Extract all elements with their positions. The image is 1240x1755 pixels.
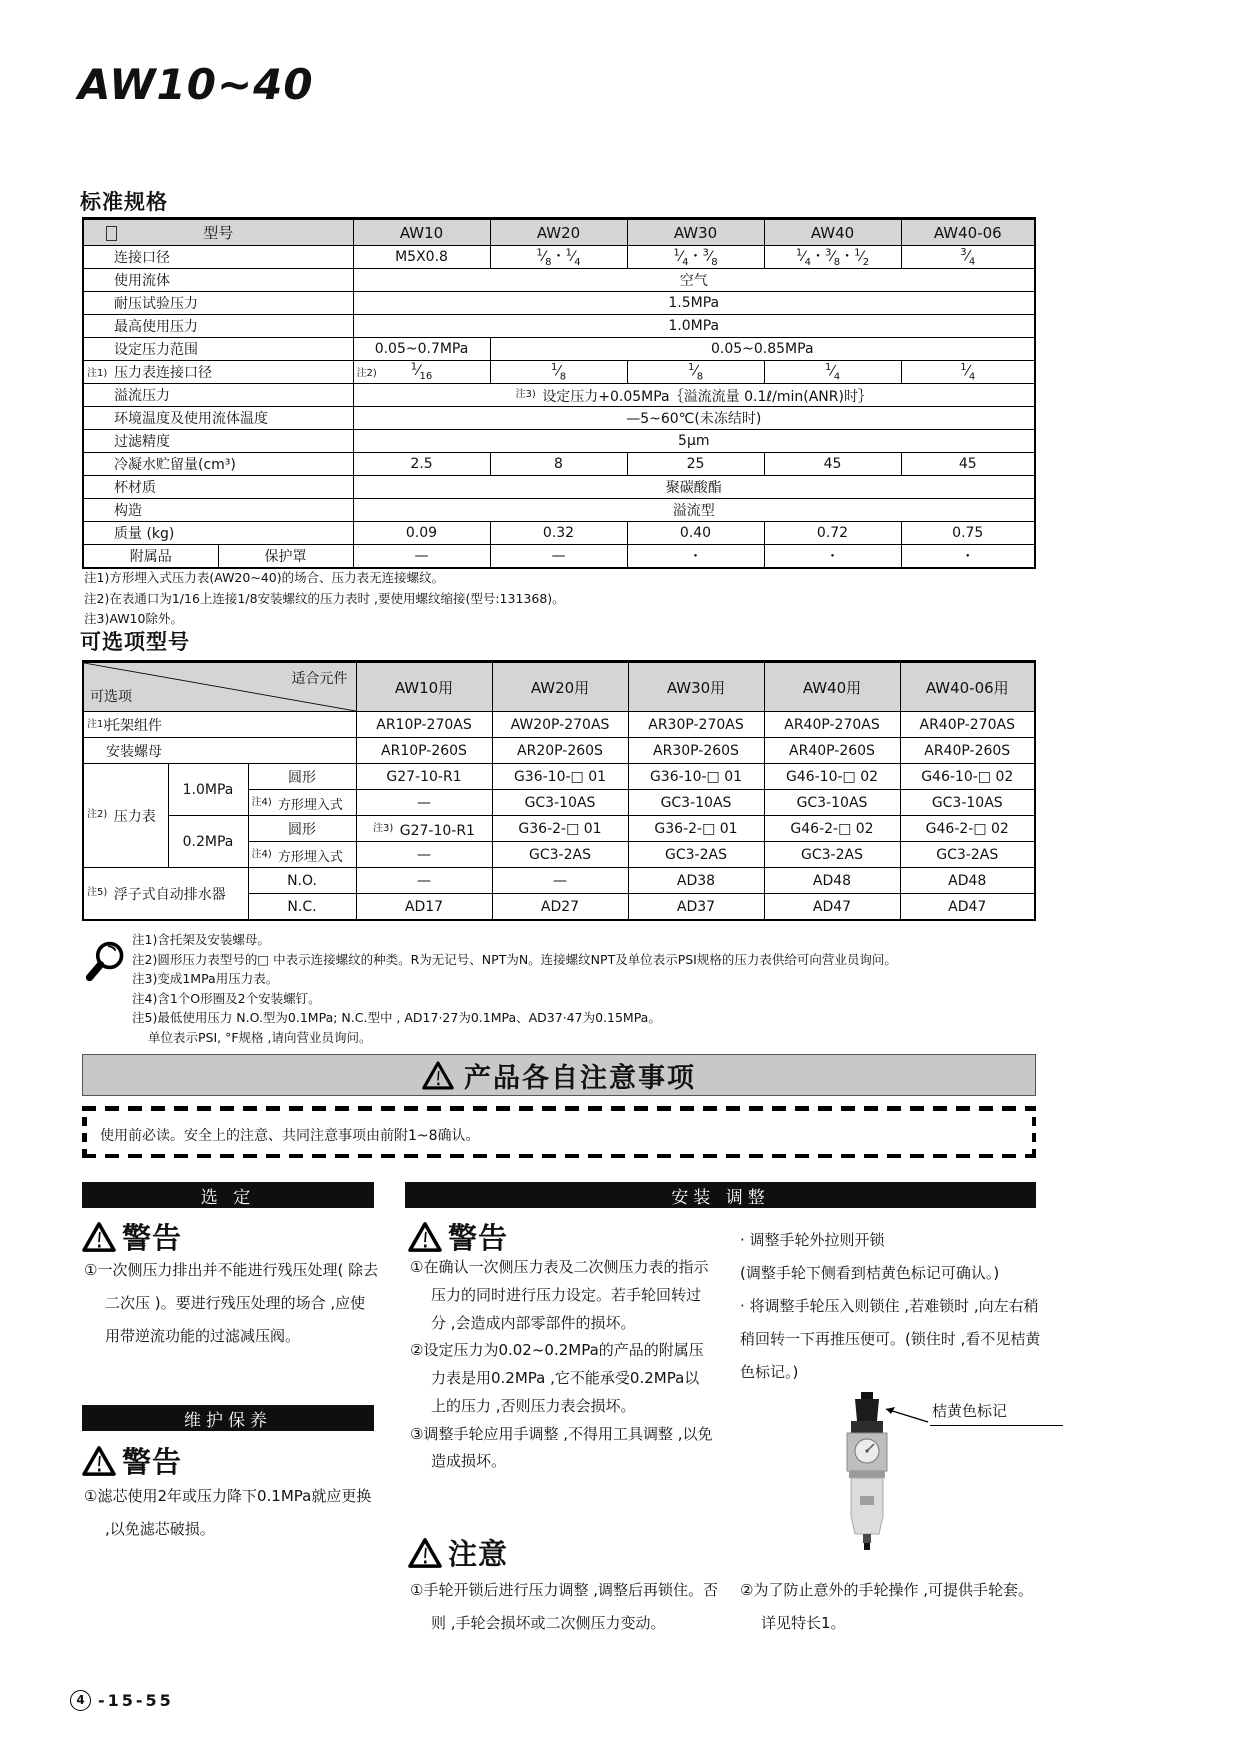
intro-text: 使用前必读。安全上的注意、共同注意事项由前附1~8确认。 [100,1128,480,1144]
warning-triangle-icon [82,1222,116,1252]
cell: AW20P-270AS [492,712,628,738]
cell: AD38 [628,868,764,894]
table-row [83,269,1035,292]
row-label: 冷凝水贮留量(cm³) [83,453,353,476]
cell: 0.05~0.7MPa [353,338,490,361]
footnote-ref: 注5) [87,887,108,898]
row-sublabel: N.O. [248,868,356,894]
cell: GC3-10AS [492,790,628,816]
warning-item: ①在确认一次侧压力表及二次侧压力表的指示压力的同时进行压力设定。若手轮回转过分 ,会造成内部零部件的损坏。 [410,1258,709,1332]
row-sublabel: 圆形 [248,816,356,842]
row-label: 连接口径 [83,246,353,269]
row-label: $^{注2)}$ 压力表 [83,764,168,868]
cell: — [490,545,627,569]
row-label: 附属品 [83,545,218,569]
cell: GC3-10AS [628,790,764,816]
caution-item: ①手轮开锁后进行压力调整 ,调整后再锁住。否则 ,手轮会损坏或二次侧压力变动。 [410,1581,718,1632]
row-label: 注1) 托架组件 [83,712,356,738]
note-line: · 将调整手轮压入则锁住 ,若难锁时 ,向左右稍稍回转一下再推压便可。(锁住时 ,看不见桔黄色标记。) [740,1297,1041,1381]
installation-header-bar: 安装 调整 [405,1182,1036,1208]
table-row [83,338,1035,361]
figure-pointer-line [838,1392,938,1432]
cell: 1.0MPa [353,315,1035,338]
table-row [83,816,1035,842]
precautions-banner [82,1054,1036,1096]
cell: AD48 [764,868,900,894]
cell: ・ [764,545,901,569]
row-sublabel: $^{注4)}$ 方形埋入式 [248,790,356,816]
cell: GC3-2AS [492,842,628,868]
column-header: AW30用 [628,662,764,712]
column-header: AW40 [764,219,901,246]
dashed-border [82,1106,1036,1111]
table-row [83,764,1035,790]
page-code: -15-55 [98,1691,174,1710]
cell: $^3⁄_4$ [901,246,1035,269]
cell: $^1⁄_8$ [490,361,627,384]
cell: $^1⁄_8$ [627,361,764,384]
handle-lock-notes [740,1224,1042,1389]
footnote: 注3)变成1MPa用压力表。 [132,971,279,986]
footnote: 注2)在表通口为1/16上连接1/8安装螺纹的压力表时 ,要使用螺纹缩接(型号:131368)。 [84,590,565,606]
footnote-ref: 注3) [515,388,536,400]
table-row [83,315,1035,338]
table-row [83,430,1035,453]
cell: 45 [901,453,1035,476]
dashed-border [82,1106,87,1158]
table-row [83,407,1035,430]
table-row [83,738,1035,764]
options-section-heading: 可选项型号 [80,630,190,654]
selection-warning-text [84,1254,380,1353]
maintenance-header-bar: 维护保养 [82,1405,374,1431]
note-line: (调整手轮下侧看到桔黄色标记可确认。) [740,1264,1000,1282]
warning-triangle-icon [82,1446,116,1476]
cell: —5~60℃(未冻结时) [353,407,1035,430]
cell: 注2) $^1⁄_{16}$ [353,361,490,384]
table-row [83,361,1035,384]
row-label: 过滤精度 [83,430,353,453]
cell: GC3-2AS [764,842,900,868]
cell: G36-10-□ 01 [628,764,764,790]
cell: 0.72 [764,522,901,545]
cell: AR40P-270AS [900,712,1035,738]
selection-header-bar: 选 定 [82,1182,374,1208]
cell: M5X0.8 [353,246,490,269]
column-header: AW40-06用 [900,662,1035,712]
cell: — [356,868,492,894]
cell: 8 [490,453,627,476]
maintenance-warning-text [84,1480,380,1546]
row-label: 构造 [83,499,353,522]
row-label: 最高使用压力 [83,315,353,338]
cell: G46-2-□ 02 [900,816,1035,842]
corner-top-label: 适合元件 [291,671,348,687]
cell: AR40P-260S [900,738,1035,764]
cell: 0.32 [490,522,627,545]
installation-caution-text [410,1574,722,1640]
footnote: 注3)AW10除外。 [84,611,183,626]
cell: — [356,842,492,868]
table-row [83,545,1035,569]
cell: 5μm [353,430,1035,453]
row-label: 质量 (kg) [83,522,353,545]
spec-footnotes [84,568,565,630]
cell: 1.5MPa [353,292,1035,315]
table-row [83,522,1035,545]
cell: AR40P-260S [764,738,900,764]
cell: AR30P-260S [628,738,764,764]
footnote: 注5)最低使用压力 N.O.型为0.1MPa; N.C.型中 , AD17·27为0.1MPa、AD37·47为0.15MPa。 [132,1010,661,1025]
row-sublabel: 0.2MPa [168,816,248,868]
warning-triangle-icon [408,1222,442,1252]
footnote-ref: 注4) [251,796,272,808]
cell: AD37 [628,894,764,921]
cell: 溢流型 [353,499,1035,522]
cell: — [356,790,492,816]
cell: AD47 [764,894,900,921]
spec-corner-label: 型号 [203,224,234,242]
cell: AD27 [492,894,628,921]
cell: G46-10-□ 02 [764,764,900,790]
warning-triangle-icon [408,1538,442,1568]
spec-table [82,217,1036,569]
warning-item: ①一次侧压力排出并不能进行残压处理( 除去二次压 )。要进行残压处理的场合 ,应使用带逆流功能的过滤减压阀。 [84,1261,379,1345]
row-label: 安装螺母 [83,738,356,764]
note-line: · 调整手轮外拉则开锁 [740,1231,885,1249]
cell: AD17 [356,894,492,921]
cell: $^{注3)}$ 设定压力+0.05MPa｛溢流流量 0.1ℓ/min(ANR)时｝ [353,384,1035,407]
cell: — [492,868,628,894]
warning-item: ③调整手轮应用手调整 ,不得用工具调整 ,以免造成损坏。 [410,1424,713,1471]
cell: $^1⁄_4$ [764,361,901,384]
row-label: 溢流压力 [83,384,353,407]
row-sublabel: 1.0MPa [168,764,248,816]
cell: AR20P-260S [492,738,628,764]
magnifier-icon [84,938,128,984]
table-row [83,712,1035,738]
cell: G27-10-R1 [356,764,492,790]
row-sublabel: 保护罩 [218,545,353,569]
cell: AD48 [900,868,1035,894]
cell: ・ [901,545,1035,569]
row-sublabel: N.C. [248,894,356,921]
cell: $^{注3)}$ G27-10-R1 [356,816,492,842]
row-sublabel: 圆形 [248,764,356,790]
cell: G46-2-□ 02 [764,816,900,842]
installation-caution-title: 注意 [408,1532,508,1573]
footnote: 注2)圆形压力表型号的□ 中表示连接螺纹的种类。R为无记号、NPT为N。连接螺纹NPT及单位表示PSI规格的压力表供给可向营业员询问。 [132,951,897,967]
cell: 2.5 [353,453,490,476]
dashed-border [82,1154,1036,1159]
cell: $^1⁄_4$・$^3⁄_8$ [627,246,764,269]
spec-corner-cell [83,219,353,246]
column-header: AW40用 [764,662,900,712]
table-row [83,453,1035,476]
cell: GC3-2AS [628,842,764,868]
orange-mark-label: 桔黄色标记 [930,1400,1063,1426]
cell: G36-10-□ 01 [492,764,628,790]
maintenance-warning-title: 警告 [82,1440,182,1481]
footnote-ref: 注2) [87,809,108,820]
spec-section-heading: 标准规格 [80,190,168,214]
cell: $^1⁄_4$ [901,361,1035,384]
warning-item: ①滤芯使用2年或压力降下0.1MPa就应更换 ,以免滤芯破损。 [84,1487,372,1538]
dashed-border [1032,1106,1037,1158]
footnote: 注1)含托架及安装螺母。 [132,932,270,947]
cell: GC3-2AS [900,842,1035,868]
footnote-ref: 注2) [356,368,377,379]
row-label: 环境温度及使用流体温度 [83,407,353,430]
column-header: AW10用 [356,662,492,712]
cell: AR40P-270AS [764,712,900,738]
footnote-ref: 注1) [87,719,108,730]
table-header-row [83,219,1035,246]
row-label: 杯材质 [83,476,353,499]
cell: 空气 [353,269,1035,292]
footnote-ref: 注3) [373,822,394,834]
page-title: AW10~40 [78,60,314,109]
table-row [83,246,1035,269]
column-header: AW20 [490,219,627,246]
footnote-ref: 注1) [87,368,108,379]
cell: AR30P-270AS [628,712,764,738]
options-footnotes [132,930,897,1047]
row-label: $^{注5)}$ 浮子式自动排水器 [83,868,248,921]
cell: AD47 [900,894,1035,921]
intro-box [82,1106,1036,1158]
table-header-row [83,662,1035,712]
footnote-ref: 注4) [251,848,272,860]
column-header: AW30 [627,219,764,246]
circled-page-marker: 4 [70,1690,91,1711]
cell: AR10P-260S [356,738,492,764]
installation-caution-side-text [740,1574,1046,1640]
cell: G36-2-□ 01 [628,816,764,842]
missing-glyph-box [106,226,117,241]
warning-item: ②设定压力为0.02~0.2MPa的产品的附属压力表是用0.2MPa ,它不能承受0.2MPa以上的压力 ,否则压力表会损坏。 [410,1341,704,1415]
table-row [83,384,1035,407]
cell: 25 [627,453,764,476]
column-header: AW20用 [492,662,628,712]
footnote: 单位表示PSI, °F规格 ,请向营业员询问。 [148,1029,372,1045]
page-footer [70,1690,174,1711]
cell: — [353,545,490,569]
cell: $^1⁄_8$・$^1⁄_4$ [490,246,627,269]
cell: AR10P-270AS [356,712,492,738]
row-label: 注1) 压力表连接口径 [83,361,353,384]
row-sublabel: $^{注4)}$ 方形埋入式 [248,842,356,868]
table-row [83,292,1035,315]
installation-warning-text [410,1254,714,1476]
column-header: AW10 [353,219,490,246]
banner-title: 产品各自注意事项 [464,1062,696,1094]
row-label: 耐压试验压力 [83,292,353,315]
cell: GC3-10AS [900,790,1035,816]
options-table [82,660,1036,921]
installation-warning-title: 警告 [408,1216,508,1257]
column-header: AW40-06 [901,219,1035,246]
corner-bottom-label: 可选项 [90,689,132,705]
options-corner-cell [83,662,356,712]
table-row [83,868,1035,894]
cell: $^1⁄_4$・$^3⁄_8$・$^1⁄_2$ [764,246,901,269]
cell: 0.09 [353,522,490,545]
footnote: 注4)含1个O形圈及2个安装螺钉。 [132,990,321,1006]
cell: 0.75 [901,522,1035,545]
regulator-figure [838,1392,1088,1577]
row-label: 使用流体 [83,269,353,292]
table-row [83,499,1035,522]
row-label: 设定压力范围 [83,338,353,361]
selection-warning-title: 警告 [82,1216,182,1257]
table-row [83,476,1035,499]
caution-item: ②为了防止意外的手轮操作 ,可提供手轮套。详见特长1。 [740,1581,1033,1632]
cell: G36-2-□ 01 [492,816,628,842]
cell: ・ [627,545,764,569]
cell: 聚碳酸酯 [353,476,1035,499]
footnote: 注1)方形埋入式压力表(AW20~40)的场合、压力表无连接螺纹。 [84,570,445,585]
cell: 0.05~0.85MPa [490,338,1035,361]
warning-triangle-icon [422,1061,454,1090]
cell: 0.40 [627,522,764,545]
cell: G46-10-□ 02 [900,764,1035,790]
cell: GC3-10AS [764,790,900,816]
cell: 45 [764,453,901,476]
